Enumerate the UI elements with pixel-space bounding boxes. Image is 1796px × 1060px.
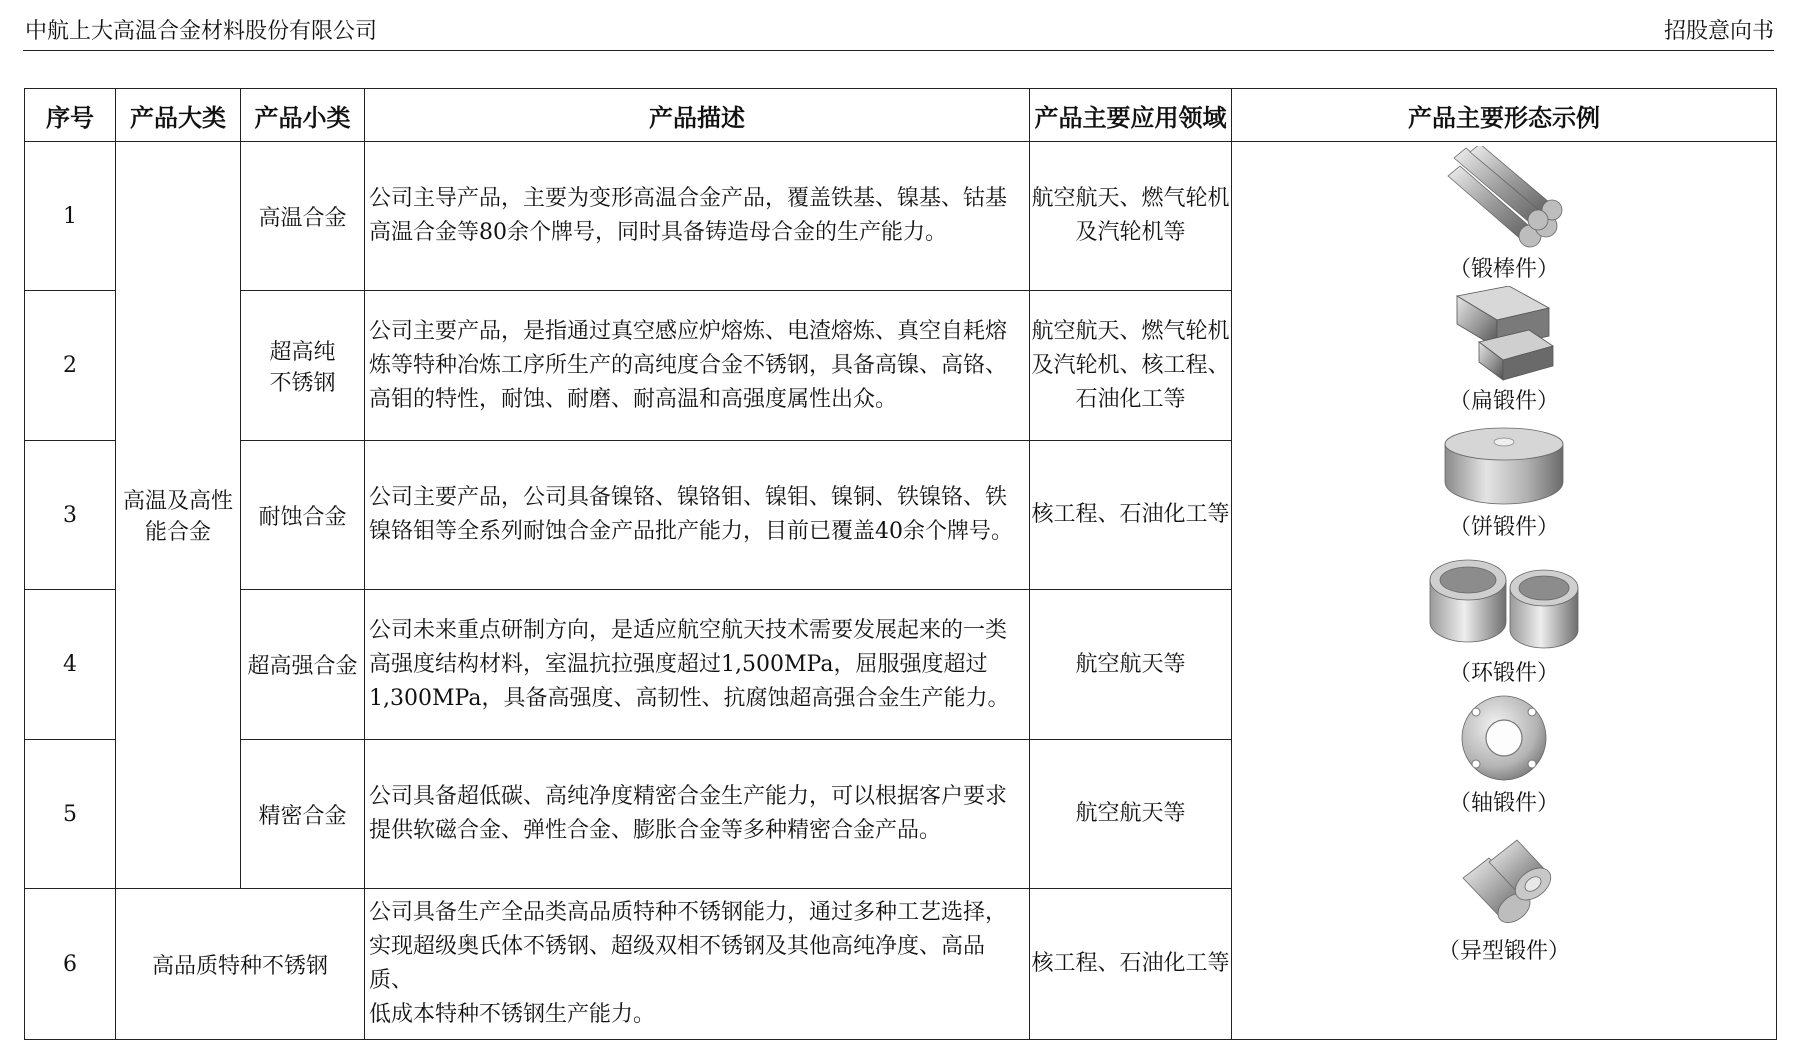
product-category-merged bbox=[116, 889, 365, 1040]
col-header-shape: 产品主要形态示例 bbox=[1232, 89, 1777, 142]
desc-line: 高强度结构材料，室温抗拉强度超过1,500MPa，屈服强度超过 bbox=[369, 651, 988, 677]
desc-line: 提供软磁合金、弹性合金、膨胀合金等多种精密合金产品。 bbox=[369, 818, 942, 844]
desc-line: 公司主要产品，公司具备镍铬、镍铬钼、镍钼、镍铜、铁镍铬、铁 bbox=[369, 485, 1008, 511]
app-line: 石油化工等 bbox=[1075, 386, 1186, 412]
forged-bar-image bbox=[1444, 146, 1564, 250]
product-description bbox=[365, 739, 1030, 888]
product-description bbox=[365, 291, 1030, 440]
shape-example bbox=[1232, 424, 1776, 541]
desc-line: 低成本特种不锈钢生产能力。 bbox=[369, 1002, 656, 1028]
subcategory-line: 耐蚀合金 bbox=[258, 504, 347, 530]
product-subcategory bbox=[241, 739, 365, 888]
flange-forging-image bbox=[1454, 692, 1554, 784]
app-line: 及汽轮机、核工程、 bbox=[1031, 352, 1230, 378]
row-number: 4 bbox=[25, 590, 116, 739]
desc-line: 公司主要产品，是指通过真空感应炉熔炼、电渣熔炼、真空自耗熔 bbox=[369, 318, 1008, 344]
app-line: 航空航天等 bbox=[1075, 801, 1186, 827]
desc-line: 高温合金等80余个牌号，同时具备铸造母合金的生产能力。 bbox=[369, 220, 947, 246]
col-header-no: 序号 bbox=[25, 89, 116, 142]
category-line: 高温及高性 bbox=[122, 489, 233, 515]
shape-caption: （饼锻件） bbox=[1448, 515, 1559, 540]
subcategory-line: 超高纯 bbox=[269, 339, 336, 365]
subcategory-line: 精密合金 bbox=[258, 803, 347, 829]
shape-example bbox=[1232, 146, 1776, 283]
row-number: 6 bbox=[25, 889, 116, 1040]
application-field bbox=[1030, 142, 1232, 291]
desc-line: 公司主导产品，主要为变形高温合金产品，覆盖铁基、镍基、钴基 bbox=[369, 186, 1008, 212]
subcategory-line: 高温合金 bbox=[258, 205, 347, 231]
col-header-description: 产品描述 bbox=[365, 89, 1030, 142]
application-field bbox=[1030, 739, 1232, 888]
app-line: 核工程、石油化工等 bbox=[1031, 502, 1230, 528]
app-line: 航空航天、燃气轮机 bbox=[1031, 318, 1230, 344]
header-rule bbox=[23, 50, 1774, 51]
product-subcategory bbox=[241, 440, 365, 589]
product-description bbox=[365, 889, 1030, 1040]
app-line: 航空航天、燃气轮机 bbox=[1031, 186, 1230, 212]
desc-line: 公司具备超低碳、高纯净度精密合金生产能力，可以根据客户要求 bbox=[369, 784, 1008, 810]
shape-caption: （锻棒件） bbox=[1448, 257, 1559, 282]
col-header-category: 产品大类 bbox=[116, 89, 241, 142]
app-line: 及汽轮机等 bbox=[1075, 220, 1186, 246]
special-forging-image bbox=[1449, 832, 1559, 932]
subcategory-line: 不锈钢 bbox=[269, 370, 336, 396]
company-name: 中航上大高温合金材料股份有限公司 bbox=[25, 19, 378, 44]
shape-caption: （轴锻件） bbox=[1448, 791, 1559, 816]
row-number: 3 bbox=[25, 440, 116, 589]
desc-line: 公司具备生产全品类高品质特种不锈钢能力，通过多种工艺选择， bbox=[369, 900, 1008, 926]
ring-forging-image bbox=[1424, 550, 1584, 654]
subcategory-line: 高品质特种不锈钢 bbox=[151, 953, 328, 979]
row-number: 2 bbox=[25, 291, 116, 440]
shape-example bbox=[1232, 692, 1776, 817]
application-field bbox=[1030, 440, 1232, 589]
subcategory-line: 超高强合金 bbox=[247, 654, 358, 680]
product-category bbox=[116, 142, 241, 889]
product-description bbox=[365, 440, 1030, 589]
product-table bbox=[24, 88, 1777, 1040]
shape-example bbox=[1232, 286, 1776, 415]
application-field bbox=[1030, 590, 1232, 739]
application-field bbox=[1030, 889, 1232, 1040]
desc-line: 高钼的特性，耐蚀、耐磨、耐高温和高强度属性出众。 bbox=[369, 386, 898, 412]
shape-caption: （异型锻件） bbox=[1437, 939, 1570, 964]
shape-examples bbox=[1232, 142, 1777, 1040]
row-number: 5 bbox=[25, 739, 116, 888]
desc-line: 镍铬钼等全系列耐蚀合金产品批产能力，目前已覆盖40余个牌号。 bbox=[369, 519, 1013, 545]
app-line: 航空航天等 bbox=[1075, 651, 1186, 677]
desc-line: 公司未来重点研制方向，是适应航空航天技术需要发展起来的一类 bbox=[369, 617, 1008, 643]
table-row bbox=[25, 142, 1777, 291]
col-header-subcategory: 产品小类 bbox=[241, 89, 365, 142]
shape-example bbox=[1232, 550, 1776, 687]
table-header-row bbox=[25, 89, 1777, 142]
desc-line: 1,300MPa，具备高强度、高韧性、抗腐蚀超高强合金生产能力。 bbox=[369, 685, 1010, 711]
product-subcategory bbox=[241, 142, 365, 291]
shape-example bbox=[1232, 832, 1776, 965]
shape-caption: （扁锻件） bbox=[1448, 389, 1559, 414]
app-line: 核工程、石油化工等 bbox=[1031, 951, 1230, 977]
flat-forging-image bbox=[1449, 286, 1559, 382]
product-description bbox=[365, 142, 1030, 291]
product-description bbox=[365, 590, 1030, 739]
product-subcategory bbox=[241, 590, 365, 739]
col-header-application: 产品主要应用领域 bbox=[1030, 89, 1232, 142]
row-number: 1 bbox=[25, 142, 116, 291]
desc-line: 实现超级奥氏体不锈钢、超级双相不锈钢及其他高纯净度、高品质、 bbox=[369, 934, 986, 994]
desc-line: 炼等特种冶炼工序所生产的高纯度合金不锈钢，具备高镍、高铬、 bbox=[369, 352, 1008, 378]
product-subcategory bbox=[241, 291, 365, 440]
document-type: 招股意向书 bbox=[1663, 19, 1774, 44]
disc-forging-image bbox=[1441, 424, 1567, 508]
category-line: 能合金 bbox=[144, 520, 211, 546]
shape-caption: （环锻件） bbox=[1448, 661, 1559, 686]
application-field bbox=[1030, 291, 1232, 440]
